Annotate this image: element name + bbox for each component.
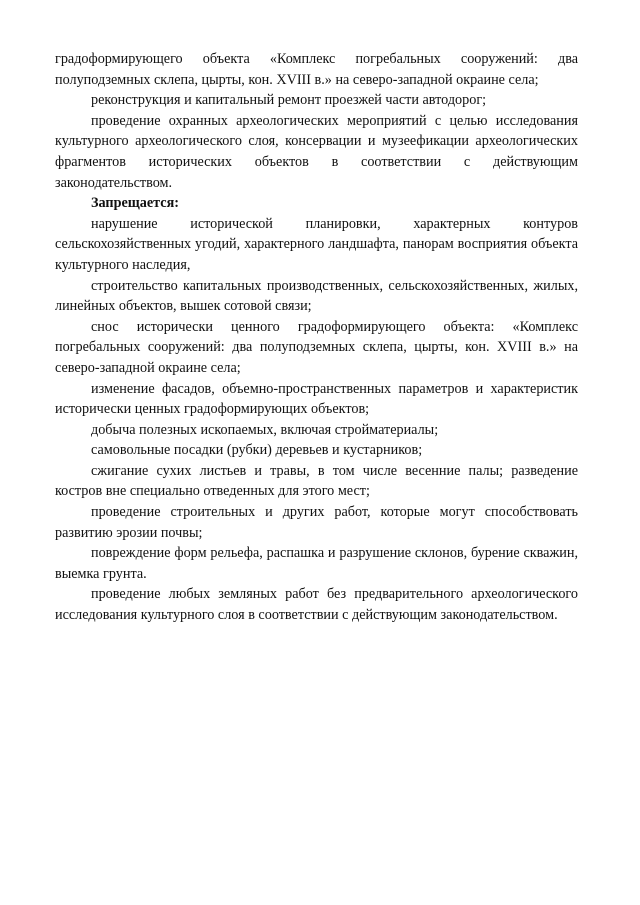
prohibited-item-facade-changes: изменение фасадов, объемно-пространственных параметров и характеристик исторически ценных градоформирующих объектов; [55, 380, 578, 418]
prohibited-item-tree-planting: самовольные посадки (рубки) деревьев и кустарников; [91, 442, 423, 459]
prohibited-item-erosion-works: проведение строительных и других работ, которые могут способствовать развитию эрозии почвы; [55, 504, 578, 541]
paragraph-object-continuation: градоформирующего объекта «Комплекс погребальных сооружений: два полуподземных склепа, цырты, кон. XVIII в.» на северо-западной окраине села; [55, 51, 578, 88]
prohibited-item-relief-damage: повреждение форм рельефа, распашка и разрушение склонов, бурение скважин, выемка грунта. [55, 545, 578, 582]
prohibited-item-construction: строительство капитальных производственных, сельскохозяйственных, жилых, линейных объектов, вышек сотовой связи; [55, 277, 578, 315]
paragraph-archaeological-measures: проведение охранных археологических мероприятий с целью исследования культурного археологического слоя, консервации и музеефикации археологических фрагментов исторических объектов в соответствии с действующим законодательством. [55, 112, 578, 191]
prohibited-item-demolition: снос исторически ценного градоформирующего объекта: «Комплекс погребальных сооружений: два полуподземных склепа, цырты, кон. XVIII в.» на северо-западной окраине села; [55, 318, 578, 376]
prohibited-item-burning: сжигание сухих листьев и травы, в том числе весенние палы; разведение костров вне специально отведенных для этого мест; [55, 462, 578, 500]
paragraph-road-reconstruction: реконструкция и капитальный ремонт проезжей части автодорог; [91, 92, 487, 109]
prohibited-item-earthworks: проведение любых земляных работ без предварительного археологического исследования культурного слоя в соответствии с действующим законодательством. [55, 586, 578, 624]
prohibited-item-planning: нарушение исторической планировки, характерных контуров сельскохозяйственных угодий, характерного ландшафта, панорам восприятия объекта культурного наследия, [55, 215, 578, 273]
prohibited-item-mining: добыча полезных ископаемых, включая стройматериалы; [91, 421, 439, 438]
document-page [55, 49, 578, 626]
prohibited-heading: Запрещается: [91, 195, 179, 212]
